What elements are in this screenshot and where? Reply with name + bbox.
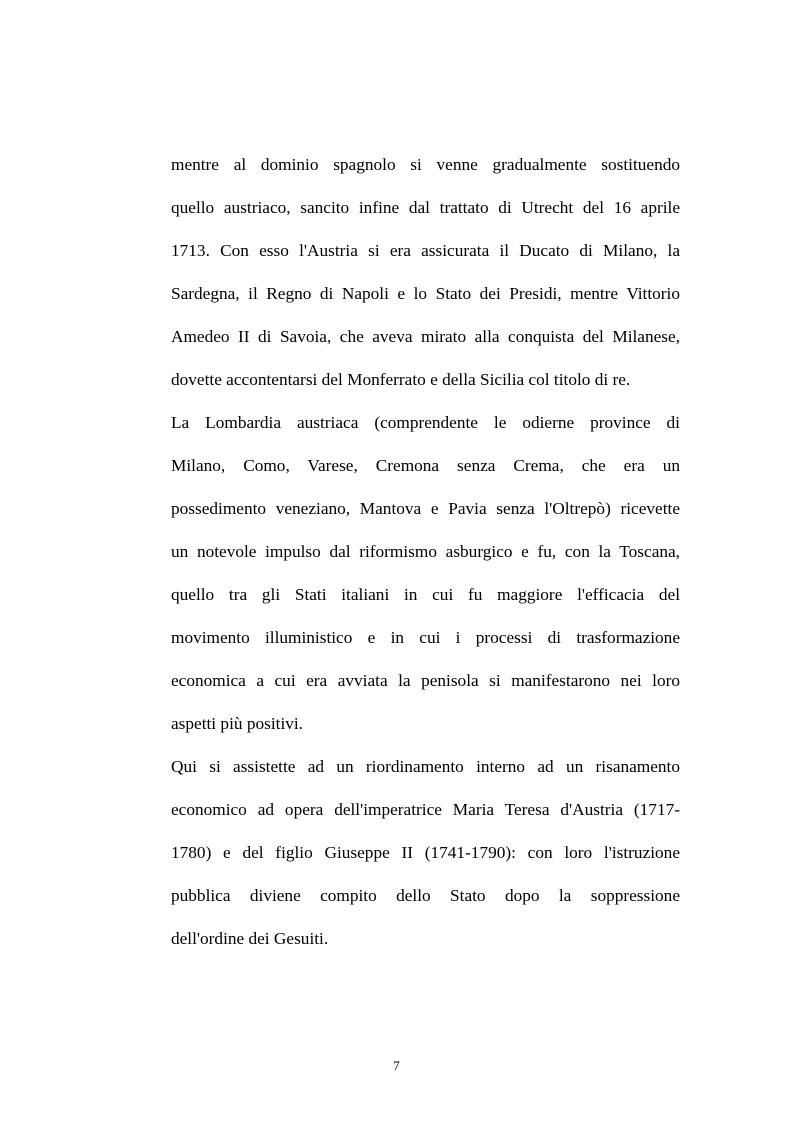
text-line: Qui si assistette ad un riordinamento interno ad un risanamento [171, 757, 680, 776]
text-line: pubblica diviene compito dello Stato dopo la soppressione [171, 886, 680, 905]
text-line: quello tra gli Stati italiani in cui fu maggiore l'efficacia del [171, 585, 680, 604]
text-line: quello austriaco, sancito infine dal trattato di Utrecht del 16 aprile [171, 198, 680, 217]
text-line: economico ad opera dell'imperatrice Maria Teresa d'Austria (1717- [171, 800, 680, 819]
text-line: 1713. Con esso l'Austria si era assicurata il Ducato di Milano, la [171, 241, 680, 260]
text-line: movimento illuministico e in cui i processi di trasformazione [171, 628, 680, 647]
text-line: dovette accontentarsi del Monferrato e della Sicilia col titolo di re. [171, 370, 631, 389]
text-line: Milano, Como, Varese, Cremona senza Crema, che era un [171, 456, 680, 475]
text-line: mentre al dominio spagnolo si venne gradualmente sostituendo [171, 155, 680, 174]
text-line: Amedeo II di Savoia, che aveva mirato alla conquista del Milanese, [171, 327, 680, 346]
page-number: 7 [393, 1058, 400, 1073]
text-line: Sardegna, il Regno di Napoli e lo Stato dei Presidi, mentre Vittorio [171, 284, 680, 303]
text-line: La Lombardia austriaca (comprendente le odierne province di [171, 413, 680, 432]
text-line: dell'ordine dei Gesuiti. [171, 929, 329, 948]
text-line: 1780) e del figlio Giuseppe II (1741-1790): con loro l'istruzione [171, 843, 680, 862]
body-text [171, 143, 680, 960]
text-line: un notevole impulso dal riformismo asburgico e fu, con la Toscana, [171, 542, 680, 561]
text-line: possedimento veneziano, Mantova e Pavia senza l'Oltrepò) ricevette [171, 499, 680, 518]
text-line: economica a cui era avviata la penisola si manifestarono nei loro [171, 671, 680, 690]
text-line: aspetti più positivi. [171, 714, 304, 733]
